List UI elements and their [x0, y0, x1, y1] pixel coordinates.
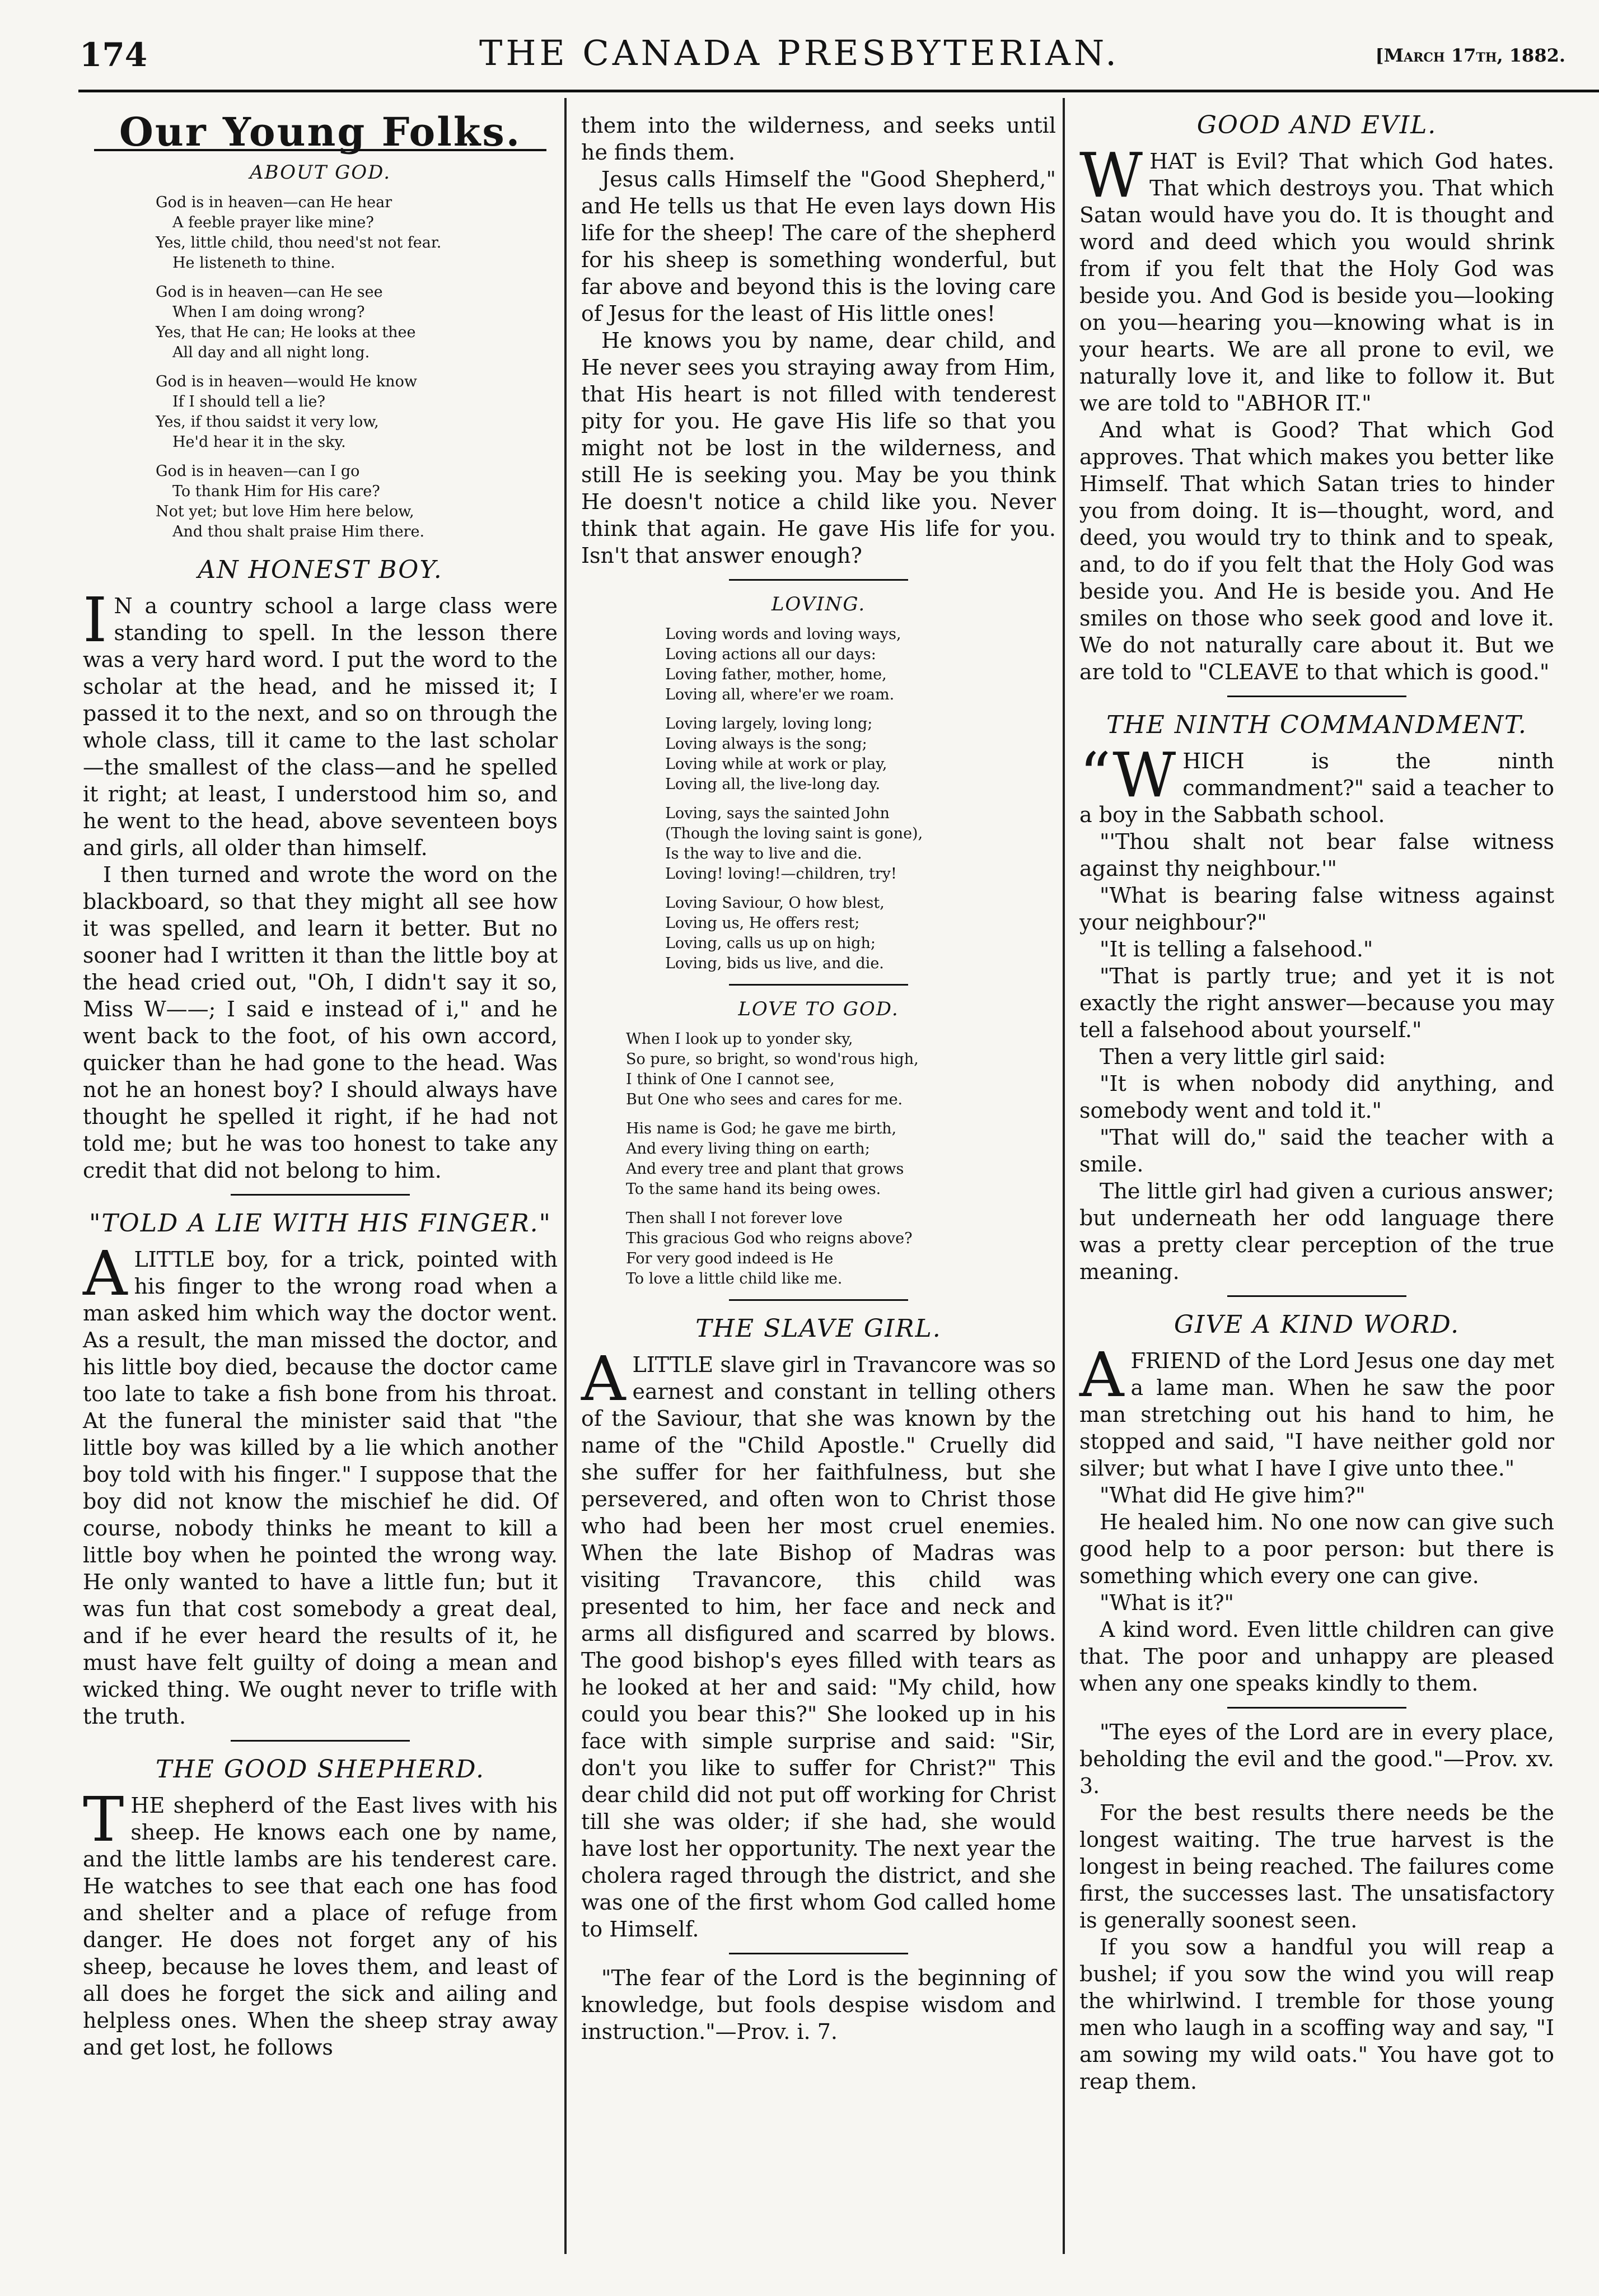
poem-line: And every tree and plant that grows	[626, 1160, 904, 1178]
article-paragraph: And what is Good? That which God approves. That which makes you better like Himself. That which Satan tries to hinder you from doing. It is—thought, word, and deed, you would try to think and to speak, and, to do if you felt that the Holy God was beside you. And He is beside you. And He smiles on those who seek good and love it. We do not naturally care about it. But we are told to "CLEAVE to that which is good."	[1079, 418, 1554, 684]
article-paragraph: AFRIEND of the Lord Jesus one day met a lame man. When he saw the poor man stretching out his hand to him, he stopped and said, "I have neither gold nor silver; but what I have I give unto thee."	[1079, 1339, 1554, 1481]
issue-date: [March 17th, 1882.	[1375, 45, 1565, 66]
section-separator	[729, 1953, 908, 1954]
newspaper-title: THE CANADA PRESBYTERIAN.	[479, 32, 1120, 73]
poem-line: Yes, little child, thou need'st not fear.	[156, 234, 442, 251]
article-title: LOVE TO GOD.	[738, 998, 899, 1020]
article-paragraph: them into the wilderness, and seeks until he finds them.	[581, 113, 1056, 165]
article-title: "TOLD A LIE WITH HIS FINGER."	[89, 1209, 551, 1238]
page-header	[0, 0, 1599, 106]
column-divider	[564, 98, 567, 2254]
poem-about-god	[83, 193, 558, 542]
article-paragraph: "What is it?"	[1100, 1590, 1235, 1615]
drop-cap: “W	[1079, 739, 1176, 811]
poem-stanza	[626, 1119, 1056, 1200]
article-title: THE NINTH COMMANDMENT.	[1106, 711, 1527, 739]
article-paragraph: "It is when nobody did anything, and somebody went and told it."	[1079, 1071, 1554, 1123]
article-paragraph: ALITTLE slave girl in Travancore was so earnest and constant in telling others of the Saviour, that she was known by the name of the "Child Apostle." Cruelly did she suffer for her faithfulness, but she persevered, and often won to Christ those who had been her most cruel enemies. When the late Bishop of Madras was visiting Travancore, this child was presented to him, her face and neck and arms all disfigured and scarred by blows. The good bishop's eyes filled with tears as he looked at her and said: "My child, how could you bear this?" She looked up in his face with simple surprise and said: "Sir, don't you like to suffer for Christ?" This dear child did not put off working for Christ till she was older; if she had, she would have lost her opportunity. The next year the cholera raged through the district, and she was one of the first whom God called home to Himself.	[581, 1343, 1056, 1942]
section-separator	[729, 1299, 908, 1301]
poem-line: For very good indeed is He	[626, 1250, 834, 1267]
article-paragraph: The little girl had given a curious answer; but underneath her odd language there was a pretty clear perception of the true meaning.	[1079, 1179, 1554, 1284]
article-title: ABOUT GOD.	[249, 161, 391, 184]
poem-stanza	[156, 372, 558, 452]
article-paragraph: “WHICH is the ninth commandment?" said a teacher to a boy in the Sabbath school.	[1079, 739, 1554, 827]
poem-line: Loving! loving!—children, try!	[665, 865, 897, 883]
poem-stanza	[156, 282, 558, 363]
article-paragraph: A kind word. Even little children can give that. The poor and unhappy are pleased when any one speaks kindly to them.	[1079, 1617, 1554, 1696]
poem-line: And every living thing on earth;	[626, 1140, 870, 1158]
poem-line: God is in heaven—can He see	[156, 283, 383, 301]
poem-line: Loving largely, loving long;	[665, 715, 873, 732]
article-paragraph: "'Thou shalt not bear false witness against thy neighbour.'"	[1079, 829, 1554, 881]
column-3	[1079, 112, 1554, 2095]
poem-line: Yes, that He can; He looks at thee	[156, 324, 416, 341]
poem-line: His name is God; he gave me birth,	[626, 1120, 897, 1137]
poem-line: All day and all night long.	[172, 344, 370, 361]
poem-line: Loving while at work or play,	[665, 755, 887, 773]
article-paragraph: He healed him. No one now can give such good help to a poor person: but there is something which every one can give.	[1079, 1510, 1554, 1588]
poem-line: He listeneth to thine.	[172, 254, 335, 272]
article-title: LOVING.	[771, 593, 866, 615]
header-rule	[78, 90, 1599, 92]
poem-line: He'd hear it in the sky.	[172, 433, 346, 451]
article-paragraph: Then a very little girl said:	[1100, 1044, 1386, 1069]
article-paragraph: THE shepherd of the East lives with his sheep. He knows each one by name, and the little lambs are his tenderest care. He watches to see that each one has food and shelter and a place of refuge from danger. He does not forget any of his sheep, because he loves them, and least of all does he forget the sick and ailing and helpless ones. When the sheep stray away and get lost, he follows	[83, 1784, 558, 2060]
poem-line: Not yet; but love Him here below,	[156, 503, 414, 520]
poem-line: Loving all, where'er we roam.	[665, 686, 895, 703]
proverb-quote: "The eyes of the Lord are in every place, beholding the evil and the good."—Prov. xv. 3.	[1079, 1720, 1554, 1798]
poem-line: Loving father, mother, home,	[665, 666, 887, 683]
poem-line: Loving all, the live-long day.	[665, 776, 881, 793]
drop-cap: A	[83, 1238, 128, 1309]
poem-line: God is in heaven—can I go	[156, 463, 360, 480]
article-title: THE GOOD SHEPHERD.	[156, 1755, 485, 1784]
poem-line: Loving Saviour, O how blest,	[665, 894, 885, 912]
section-masthead: Our Young Folks.	[119, 109, 522, 155]
article-title: GOOD AND EVIL.	[1196, 111, 1437, 139]
poem-line: And thou shalt praise Him there.	[172, 523, 425, 540]
poem-stanza	[626, 1029, 1056, 1110]
section-separator	[1227, 696, 1406, 697]
page-number: 174	[80, 36, 148, 74]
poem-line: When I am doing wrong?	[172, 304, 365, 321]
article-paragraph: I N a country school a large class were standing to spell. In the lesson there was a very hard word. I put the word to the scholar at the head, and he missed it; I passed it to the next, and so on through the whole class, till it came to the last scholar—the smallest of the class—and he spelled it right; at least, I understood him so, and he went to the head, above seventeen boys and girls, all older than himself.	[83, 584, 558, 860]
section-separator	[231, 1740, 410, 1742]
poem-line: (Though the loving saint is gone),	[665, 825, 923, 842]
drop-cap: W	[1079, 139, 1143, 211]
article-paragraph: Jesus calls Himself the "Good Shepherd," and He tells us that He even lays down His life for the sheep! The care of the shepherd for his sheep is something wonderful, but far above and beyond this is the loving care of Jesus for the least of His little ones!	[581, 167, 1056, 326]
article-paragraph: I then turned and wrote the word on the blackboard, so that they might all see how it was spelled, and learn it better. But no sooner had I written it than the little boy at the head cried out, "Oh, I didn't say it so, Miss W——; I said e instead of i," and he went back to the foot, of his own accord, quicker than he had gone to the head. Was not he an honest boy? I should always have thought he spelled it right, if he had not told me; but he was too honest to take any credit that did not belong to him.	[83, 862, 558, 1183]
column-2	[581, 112, 1056, 2045]
poem-line: When I look up to yonder sky,	[626, 1030, 853, 1048]
poem-line: To the same hand its being owes.	[626, 1180, 881, 1198]
article-paragraph: He knows you by name, dear child, and He never sees you straying away from Him, that His heart is not filled with tenderest pity for you. He gave His life so that you might not be lost in the wilderness, and still He is seeking you. May be you think He doesn't notice a child like you. Never think that again. He gave His life for you. Isn't that answer enough?	[581, 328, 1056, 568]
drop-cap: A	[581, 1343, 626, 1415]
poem-line: I think of One I cannot see,	[626, 1071, 835, 1088]
poem-line: Loving always is the song;	[665, 735, 867, 753]
poem-love-to-god	[581, 1029, 1056, 1289]
poem-line: Yes, if thou saidst it very low,	[156, 413, 379, 431]
article-title: GIVE A KIND WORD.	[1173, 1310, 1460, 1339]
column-1	[83, 109, 558, 2061]
poem-line: This gracious God who reigns above?	[626, 1230, 913, 1247]
section-separator	[1227, 1295, 1406, 1297]
drop-cap: T	[83, 1784, 124, 1855]
article-paragraph: "It is telling a falsehood."	[1100, 937, 1373, 962]
article-paragraph: ALITTLE boy, for a trick, pointed with his finger to the wrong road when a man asked him which way the doctor went. As a result, the man missed the doctor, and his little boy died, because the doctor came too late to take a fish bone from his throat. At the funeral the minister said that "the little boy was killed by a lie which another boy told with his finger." I suppose that the boy did not know the mischief he did. Of course, nobody thinks he meant to kill a little boy when he pointed the wrong way. He only wanted to have a little fun; but it was fun that cost somebody a great deal, and if he ever heard the results of it, he must have felt guilty of doing a mean and wicked thing. We ought never to trifle with the truth.	[83, 1238, 558, 1729]
drop-cap: I	[83, 584, 107, 656]
poem-line: Loving actions all our days:	[665, 646, 876, 663]
poem-stanza	[626, 1208, 1056, 1289]
poem-stanza	[156, 193, 558, 273]
poem-line: Loving, says the sainted John	[665, 805, 890, 822]
poem-stanza	[156, 461, 558, 542]
article-paragraph: For the best results there needs be the longest waiting. The true harvest is the longest in being reached. The failures come first, the successes last. The unsatisfactory is generally soonest seen.	[1079, 1800, 1554, 1933]
article-paragraph: "That is partly true; and yet it is not exactly the right answer—because you may tell a falsehood about yourself."	[1079, 964, 1554, 1042]
poem-line: If I should tell a lie?	[172, 393, 325, 410]
poem-line: A feeble prayer like mine?	[172, 214, 374, 231]
article-title: THE SLAVE GIRL.	[695, 1314, 942, 1343]
poem-line: So pure, so bright, so wond'rous high,	[626, 1051, 919, 1068]
poem-line: Loving us, He offers rest;	[665, 914, 860, 932]
poem-line: God is in heaven—can He hear	[156, 194, 392, 211]
article-paragraph: "That will do," said the teacher with a smile.	[1079, 1125, 1554, 1177]
article-paragraph: "What is bearing false witness against your neighbour?"	[1079, 883, 1554, 935]
poem-line: God is in heaven—would He know	[156, 373, 417, 390]
poem-line: To thank Him for His care?	[172, 483, 380, 500]
proverb-quote: "The fear of the Lord is the beginning of knowledge, but fools despise wisdom and instruction."—Prov. i. 7.	[581, 1966, 1056, 2044]
poem-line: But One who sees and cares for me.	[626, 1091, 903, 1108]
article-title: AN HONEST BOY.	[198, 556, 443, 584]
poem-stanza	[665, 714, 1056, 795]
article-paragraph: If you sow a handful you will reap a bushel; if you sow the wind you will reap the whirlwind. I tremble for those young men who laugh in a scoffing way and say, "I am sowing my wild oats." You have got to reap them.	[1079, 1935, 1554, 2094]
article-paragraph: WHAT is Evil? That which God hates. That which destroys you. That which Satan would have you do. It is thought and word and deed which you would shrink from if you felt that the Holy God was beside you. And God is beside you—looking on you—hearing you—knowing what is in your hearts. We are all prone to evil, we naturally love it, and like to follow it. But we are told to "ABHOR IT."	[1079, 139, 1554, 416]
section-separator	[729, 579, 908, 581]
poem-stanza	[665, 893, 1056, 974]
poem-line: Loving, calls us up on high;	[665, 935, 876, 952]
poem-stanza	[665, 624, 1056, 705]
poem-loving	[581, 624, 1056, 974]
poem-line: To love a little child like me.	[626, 1270, 843, 1287]
poem-stanza	[665, 804, 1056, 884]
poem-line: Loving, bids us live, and die.	[665, 955, 884, 972]
section-separator	[231, 1194, 410, 1196]
column-divider	[1063, 98, 1065, 2254]
section-separator	[1227, 1707, 1406, 1709]
section-separator	[729, 984, 908, 986]
poem-line: Loving words and loving ways,	[665, 626, 901, 643]
drop-cap: A	[1079, 1339, 1124, 1411]
article-paragraph: "What did He give him?"	[1100, 1483, 1366, 1508]
poem-line: Is the way to live and die.	[665, 845, 862, 862]
poem-line: Then shall I not forever love	[626, 1210, 843, 1227]
